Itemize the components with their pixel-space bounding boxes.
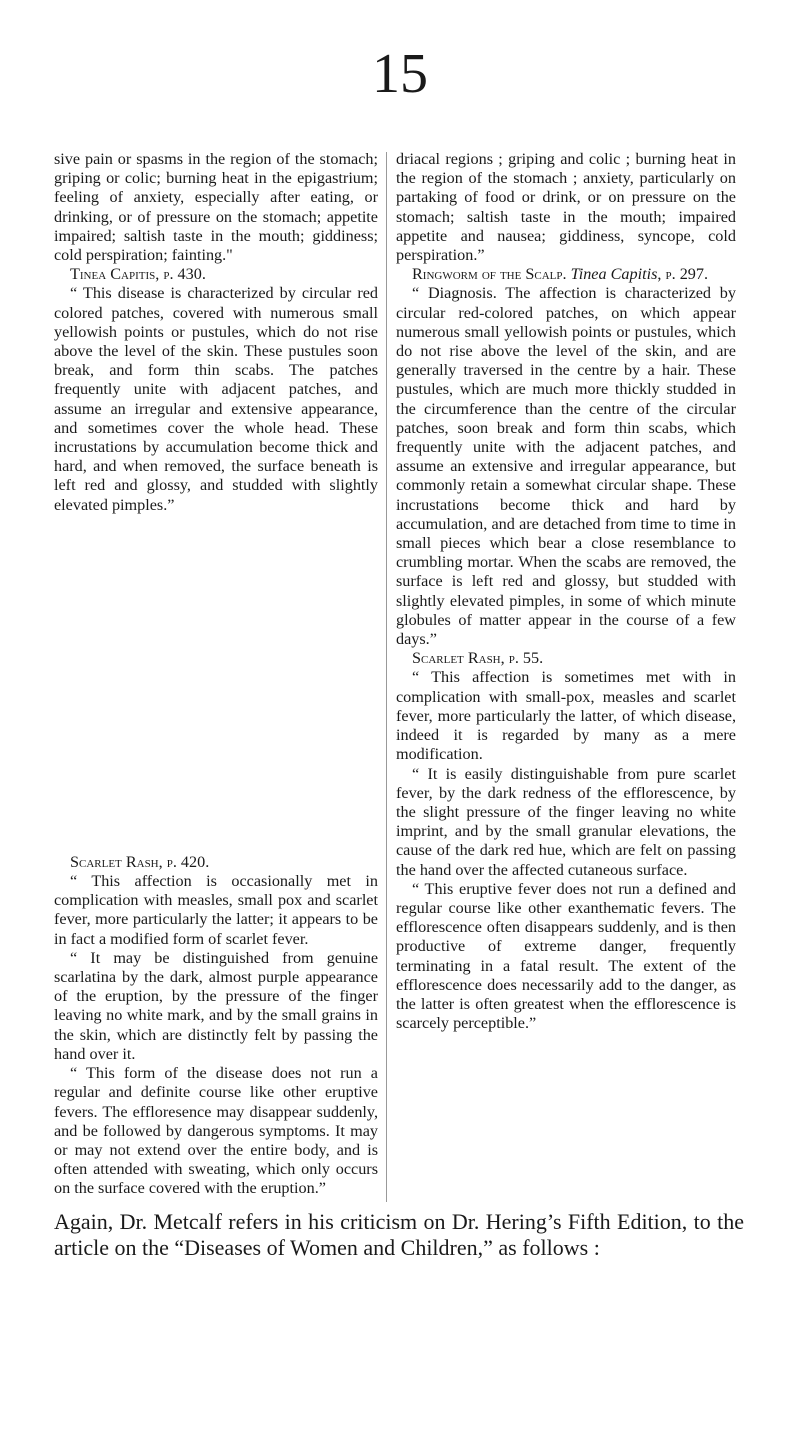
column-divider (386, 152, 387, 1202)
right-paragraph-3: “ This affection is sometimes met with in complication with small-pox, measles and scarlet fever, more particularly the latter, of which disease, indeed it is regarded by many as a mere modification. (396, 668, 736, 764)
right-heading-ringworm-page: , p. 297. (657, 265, 709, 284)
right-heading-ringworm (396, 265, 736, 284)
left-paragraph-5: “ This form of the disease does not run a regular and definite course like other eruptive fevers. The effloresence may disappear suddenly, and be followed by dangerous symptoms. It may or may not extend over the entire body, and is often attended with sweating, which only occurs on the surface covered with the eruption.” (54, 1064, 378, 1198)
page-number: 15 (372, 43, 428, 105)
right-heading-ringworm-label: Ringworm of the Scalp. (412, 265, 567, 284)
right-heading-scarlet-rash: Scarlet Rash, p. 55. (412, 649, 544, 668)
left-paragraph-3: “ This affection is occasionally met in complication with measles, small pox and scarlet fever, more particularly the latter; it appears to be in fact a modified form of scarlet fever. (54, 872, 378, 948)
right-paragraph-2: “ Diagnosis. The affection is characterized by circular red-colored patches, on which appear numerous small yellowish points or pustules, which do not rise above the level of the skin, and are generally traversed in the centre by a hair. These pustules, which are much more thickly studded in the circumference than the centre of the circular patches, soon break and form thin scabs, which frequently unite with the adjacent patches, and assume an extensive and irregular appearance, but commonly retain a somewhat circular shape. These incrustations become thick and hard by accumulation, and are detached from time to time in small pieces which bear a close resemblance to crumbling mortar. When the scabs are removed, the surface is left red and glossy, but studded with slightly elevated pimples, in some of which minute globules of matter appear in the course of a few days.” (396, 284, 736, 649)
left-column (54, 150, 378, 1199)
closing-paragraph: Again, Dr. Metcalf refers in his criticism on Dr. Hering’s Fifth Edition, to the article on the “Diseases of Women and Children,” as follows : (54, 1209, 744, 1260)
left-column-gap (54, 515, 378, 853)
right-paragraph-1: driacal regions ; griping and colic ; burning heat in the region of the stomach ; anxiety, particularly on partaking of food or drink, or on pressure on the stomach; saltish taste in the mouth; impaired appetite and nausea; giddiness, syncope, cold perspiration.” (396, 150, 736, 265)
left-paragraph-4: “ It may be distinguished from genuine scarlatina by the dark, almost purple appearance of the eruption, by the pressure of the finger leaving no white mark, and by the small grains in the skin, which are distinctly felt by passing the hand over it. (54, 948, 378, 1063)
left-heading-scarlet-rash: Scarlet Rash, p. 420. (70, 852, 210, 871)
left-heading-tinea: Tinea Capitis, p. 430. (70, 265, 206, 284)
right-heading-ringworm-latin: Tinea Capitis (570, 265, 658, 284)
left-paragraph-1: sive pain or spasms in the region of the stomach; griping or colic; burning heat in the epigastrium; feeling of anxiety, especially after eating, or drinking, or of pressure on the stomach; appetite impaired; saltish taste in the mouth; giddiness; cold perspiration; fainting." (54, 150, 378, 265)
right-paragraph-4: “ It is easily distinguishable from pure scarlet fever, by the dark redness of the efflorescence, by the slight pressure of the finger leaving no white imprint, and by the small granular elevations, the cause of the dark red hue, which are felt on passing the hand over the affected cutaneous surface. (396, 764, 736, 879)
right-paragraph-5: “ This eruptive fever does not run a defined and regular course like other exanthematic fevers. The efflorescence often disappears suddenly, and is then productive of extreme danger, frequently terminating in a fatal result. The extent of the efflorescence does necessarily add to the danger, as the latter is often greatest when the efflorescence is scarcely perceptible.” (396, 879, 736, 1033)
left-paragraph-2: “ This disease is characterized by circular red colored patches, covered with numerous small yellowish points or pustules, which do not rise above the level of the skin. These pustules soon break, and form thin scabs. The patches frequently unite with adjacent patches, and assume an irregular and extensive appearance, and sometimes cover the whole head. These incrustations by accumulation become thick and hard, and when removed, the surface beneath is left red and glossy, and studded with slightly elevated pimples.” (54, 284, 378, 514)
right-column (396, 150, 736, 1033)
